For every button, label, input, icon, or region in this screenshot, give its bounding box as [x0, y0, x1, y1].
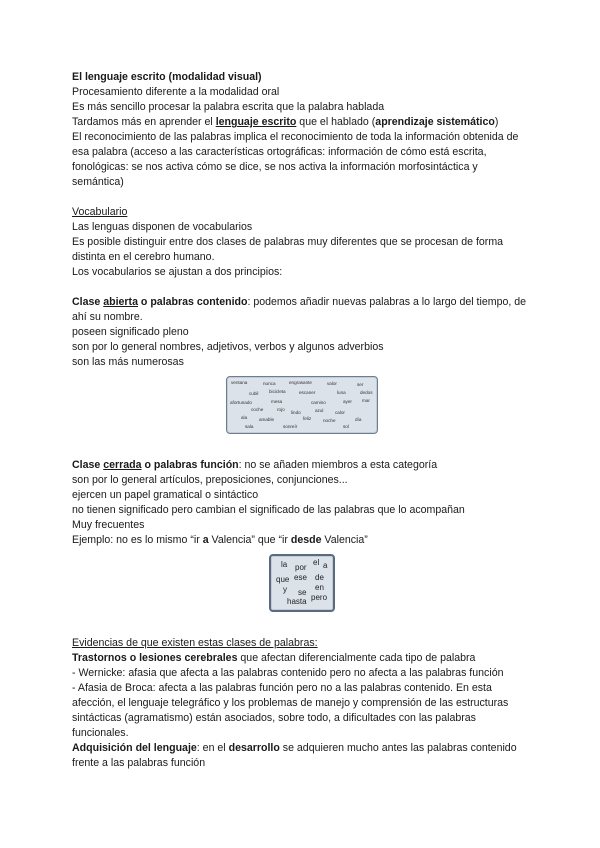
content-word: coche: [251, 407, 264, 412]
content-word: calor: [335, 410, 345, 415]
content-word: mar: [362, 398, 370, 403]
content-word: día: [355, 417, 362, 422]
function-word: se: [298, 588, 307, 597]
function-words-figure: [269, 554, 335, 612]
content-word: valor: [327, 381, 337, 386]
content-word: escaner: [299, 390, 316, 395]
closed-class-definition: Clase cerrada o palabras función: no se añaden miembros a esta categoría: [72, 459, 438, 471]
vocab-line-2: Es posible distinguir entre dos clases de palabras muy diferentes que se procesan de forma distinta en el cerebro humano.: [72, 236, 504, 263]
function-word: hasta: [287, 597, 307, 606]
intro-line-3: Tardamos más en aprender el lenguaje escrito que el hablado (aprendizaje sistemático): [72, 116, 499, 128]
closed-class-example: Ejemplo: no es lo mismo “ir a Valencia” que “ir desde Valencia”: [72, 534, 368, 546]
content-word: cubil: [249, 391, 259, 396]
content-word: mesa: [271, 399, 283, 404]
evidence-heading: Evidencias de que existen estas clases de palabras:: [72, 637, 318, 649]
function-word: por: [295, 563, 307, 572]
content-word: sonreír: [283, 424, 298, 429]
content-word: bicicleta: [269, 389, 286, 394]
vocab-line-1: Las lenguas disponen de vocabularios: [72, 221, 253, 233]
open-class-line-2: poseen significado pleno: [72, 326, 189, 338]
document-body: [72, 70, 532, 771]
evidence-broca: - Afasia de Broca: afecta a las palabras función pero no a las palabras contenido. En esta afección, el lenguaje telegráfico y los problemas de manejo y comprensión de las estructuras sintácticas (agramatismo) están asociados, sobre todo, a dificultades con las palabras funcionales.: [72, 682, 509, 739]
function-word: que: [276, 575, 290, 584]
content-word: camino: [311, 400, 326, 405]
function-word: la: [281, 560, 288, 569]
intro-line-1: Procesamiento diferente a la modalidad oral: [72, 86, 280, 98]
function-word: de: [315, 573, 324, 582]
vocab-line-3: Los vocabularios se ajustan a dos principios:: [72, 266, 283, 278]
open-class-line-3: son por lo general nombres, adjetivos, verbos y algunos adverbios: [72, 341, 384, 353]
evidence-acquisition: Adquisición del lenguaje: en el desarrollo se adquieren mucho antes las palabras contenido frente a las palabras función: [72, 742, 517, 769]
content-word: afortunado: [230, 400, 252, 405]
evidence-wernicke: - Wernicke: afasia que afecta a las palabras contenido pero no afecta a las palabras función: [72, 667, 504, 679]
content-word: amable: [259, 417, 275, 422]
closed-class-line-4: no tienen significado pero cambian el significado de las palabras que lo acompañan: [72, 504, 465, 516]
closed-class-line-3: ejercen un papel gramatical o sintáctico: [72, 489, 259, 501]
content-word: noche: [323, 418, 336, 423]
content-word: ventana: [231, 380, 248, 385]
evidence-disorders: Trastornos o lesiones cerebrales que afectan diferencialmente cada tipo de palabra: [72, 652, 476, 664]
function-word: el: [313, 558, 320, 567]
function-word: ese: [294, 573, 307, 582]
function-word: pero: [311, 593, 328, 602]
open-class-line-4: son las más numerosas: [72, 356, 184, 368]
intro-line-2: Es más sencillo procesar la palabra escrita que la palabra hablada: [72, 101, 385, 113]
content-words-figure: [226, 376, 378, 434]
function-word: en: [315, 583, 324, 592]
content-word: rojo: [277, 407, 285, 412]
content-word: feliz: [303, 416, 312, 421]
content-word: dedos: [360, 390, 373, 395]
content-word: lindo: [291, 410, 301, 415]
content-word: sala: [245, 424, 254, 429]
vocab-heading: Vocabulario: [72, 206, 128, 218]
closed-class-line-5: Muy frecuentes: [72, 519, 145, 531]
content-word: ayer: [343, 399, 352, 404]
content-word: luna: [337, 390, 346, 395]
content-word: ser: [357, 382, 364, 387]
function-word: a: [323, 561, 328, 570]
content-word: sol: [343, 424, 349, 429]
function-word: y: [283, 585, 287, 594]
document-title: El lenguaje escrito (modalidad visual): [72, 71, 262, 83]
content-word: nunca: [263, 381, 276, 386]
content-word: engrasante: [289, 380, 312, 385]
content-word: azul: [315, 408, 324, 413]
intro-line-4: El reconocimiento de las palabras implica el reconocimiento de toda la información obtenida de esa palabra (acceso a las características ortográficas: información de cómo está escrita, fonológicas: se nos activa cómo se dice, se nos activa la información morfosintáctica y semántica): [72, 131, 519, 188]
content-word: ala: [241, 415, 248, 420]
open-class-definition: Clase abierta o palabras contenido: podemos añadir nuevas palabras a lo largo del tiempo, de ahí su nombre.: [72, 296, 527, 323]
closed-class-line-2: son por lo general artículos, preposiciones, conjunciones...: [72, 474, 348, 486]
